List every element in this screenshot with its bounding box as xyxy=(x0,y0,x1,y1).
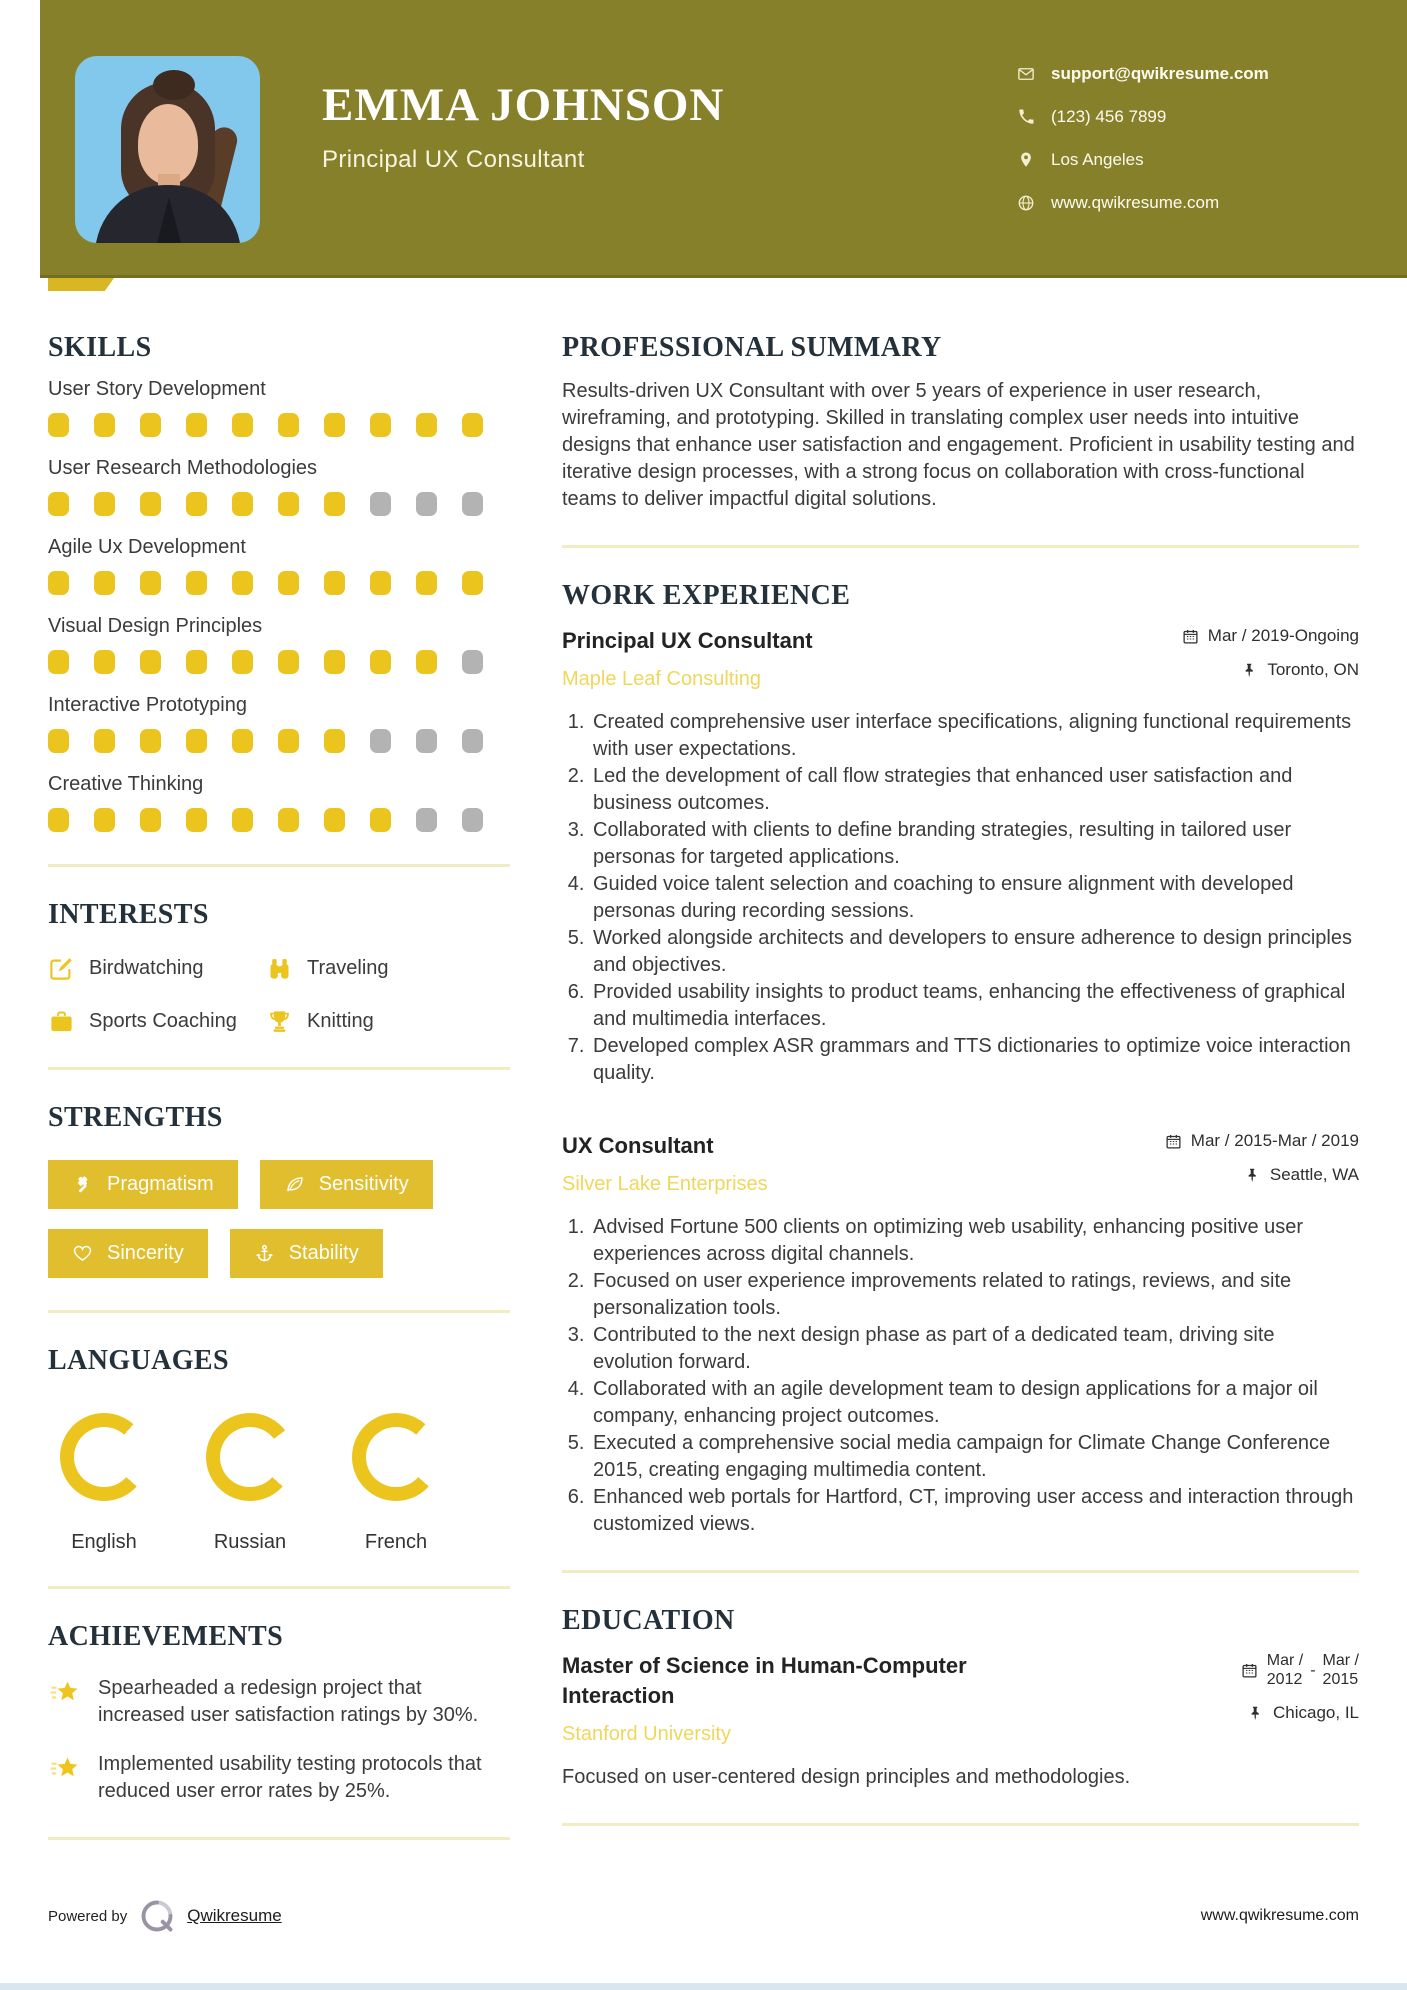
rating-dot-filled xyxy=(370,571,391,595)
rating-dot-filled xyxy=(140,413,161,437)
skill-label: User Research Methodologies xyxy=(48,457,318,479)
rating-dot-filled xyxy=(48,729,69,753)
mail-icon xyxy=(1017,65,1035,83)
location-icon xyxy=(1017,151,1035,169)
achievements-list xyxy=(48,1675,510,1805)
interest-item xyxy=(266,955,510,982)
job-point: 2. Led the development of call flow strategies that enhanced user satisfaction and business outcomes. xyxy=(590,763,1359,817)
job-points xyxy=(562,709,1359,1087)
divider xyxy=(48,1837,510,1840)
strength-tag xyxy=(48,1229,208,1278)
rating-dot-filled xyxy=(324,413,345,437)
rating-dot-filled xyxy=(48,571,69,595)
divider xyxy=(48,864,510,867)
skill-label: Visual Design Principles xyxy=(48,615,263,637)
summary-heading: PROFESSIONAL SUMMARY xyxy=(562,332,942,363)
contact-text: www.qwikresume.com xyxy=(1051,192,1220,212)
achievement-text: Spearheaded a redesign project that increased user satisfaction ratings by 30%. xyxy=(98,1677,479,1726)
rating-dot-filled xyxy=(232,650,253,674)
achievement-item xyxy=(48,1751,510,1805)
rating-dot-filled xyxy=(232,492,253,516)
job-point: 1. Advised Fortune 500 clients on optimizing web usability, enhancing positive user experiences across digital channels. xyxy=(590,1214,1359,1268)
rating-dot-filled xyxy=(140,571,161,595)
briefcase-icon xyxy=(48,1008,75,1035)
rating-dot-filled xyxy=(94,492,115,516)
contact-text: support@qwikresume.com xyxy=(1051,63,1269,83)
heart-icon xyxy=(72,1243,93,1264)
job-point: 7. Developed complex ASR grammars and TTS dictionaries to optimize voice interaction quality. xyxy=(590,1033,1359,1087)
job-company: Maple Leaf Consulting xyxy=(562,668,762,690)
sidebar xyxy=(48,332,510,1872)
rating-dot-filled xyxy=(48,808,69,832)
rating-dot-filled xyxy=(278,650,299,674)
skill-item xyxy=(48,378,510,437)
rating-dot-filled xyxy=(186,650,207,674)
degree-title: Master of Science in Human-Computer Interaction xyxy=(562,1653,967,1708)
job-point: 2. Focused on user experience improvements related to ratings, reviews, and site personalization tools. xyxy=(590,1268,1359,1322)
interest-item xyxy=(48,955,266,982)
star-icon xyxy=(48,1677,82,1711)
rating-dot-filled xyxy=(370,413,391,437)
interests-list xyxy=(48,955,510,1035)
education-heading: EDUCATION xyxy=(562,1605,735,1636)
divider xyxy=(48,1586,510,1589)
rating-dot-filled xyxy=(140,808,161,832)
rating-dot-filled xyxy=(140,650,161,674)
education-entry xyxy=(562,1651,1359,1791)
job-point: 1. Created comprehensive user interface specifications, aligning functional requirements with user expectations. xyxy=(590,709,1359,763)
powered-by-label: Powered by xyxy=(48,1907,128,1925)
leaf-icon xyxy=(284,1174,305,1195)
interests-heading: INTERESTS xyxy=(48,899,209,930)
rating-dot-empty xyxy=(370,492,391,516)
language-progress-ring xyxy=(206,1413,294,1501)
skill-rating xyxy=(48,413,510,437)
rating-dot-filled xyxy=(48,413,69,437)
rating-dot-filled xyxy=(94,571,115,595)
rating-dot-empty xyxy=(462,729,483,753)
rating-dot-filled xyxy=(48,492,69,516)
pushpin-icon xyxy=(1244,1167,1261,1184)
binoculars-icon xyxy=(266,955,293,982)
contact-text: Los Angeles xyxy=(1051,149,1144,169)
interest-label: Sports Coaching xyxy=(89,1010,237,1032)
rating-dot-filled xyxy=(278,571,299,595)
strength-tag xyxy=(260,1160,433,1209)
divider xyxy=(48,1310,510,1313)
rating-dot-empty xyxy=(416,492,437,516)
skill-rating xyxy=(48,729,510,753)
job-dates: Mar / 2019-Ongoing xyxy=(1182,626,1359,646)
footer xyxy=(48,1898,1359,1934)
rating-dot-filled xyxy=(278,729,299,753)
person-title: Principal UX Consultant xyxy=(322,146,585,173)
work-experience-heading: WORK EXPERIENCE xyxy=(562,580,851,611)
rating-dot-filled xyxy=(94,729,115,753)
calendar-icon xyxy=(1165,1133,1182,1150)
interest-label: Traveling xyxy=(307,957,389,979)
phone-icon xyxy=(1017,108,1035,126)
strength-label: Pragmatism xyxy=(107,1173,214,1195)
skill-item xyxy=(48,457,510,516)
interest-item xyxy=(48,1008,266,1035)
rating-dot-empty xyxy=(416,808,437,832)
rating-dot-filled xyxy=(462,571,483,595)
trophy-icon xyxy=(266,1008,293,1035)
anchor-icon xyxy=(254,1243,275,1264)
interest-label: Knitting xyxy=(307,1010,374,1032)
language-label: French xyxy=(364,1531,428,1553)
rating-dot-empty xyxy=(370,729,391,753)
rating-dot-filled xyxy=(140,729,161,753)
divider xyxy=(562,1570,1359,1573)
skill-item xyxy=(48,615,510,674)
language-label: English xyxy=(71,1531,137,1553)
photo-detail xyxy=(153,70,195,100)
calendar-icon xyxy=(1241,1662,1258,1679)
achievement-text: Implemented usability testing protocols that reduced user error rates by 25%. xyxy=(98,1753,482,1802)
skill-item xyxy=(48,536,510,595)
contact-row[interactable] xyxy=(1017,181,1269,224)
bottom-strip xyxy=(0,1983,1407,1990)
profile-photo xyxy=(75,56,260,243)
strength-tag xyxy=(48,1160,238,1209)
globe-icon xyxy=(1017,194,1035,212)
rating-dot-filled xyxy=(94,413,115,437)
skill-label: Agile Ux Development xyxy=(48,536,246,558)
footer-site-link[interactable]: www.qwikresume.com xyxy=(1200,1907,1359,1924)
rating-dot-filled xyxy=(324,808,345,832)
interest-label: Birdwatching xyxy=(89,957,204,979)
rating-dot-filled xyxy=(232,808,253,832)
divider xyxy=(48,1067,510,1070)
rating-dot-filled xyxy=(94,650,115,674)
strength-label: Sincerity xyxy=(107,1242,184,1264)
rating-dot-filled xyxy=(94,808,115,832)
contact-row[interactable] xyxy=(1017,138,1269,181)
job-company: Silver Lake Enterprises xyxy=(562,1173,768,1195)
header xyxy=(40,0,1407,278)
rating-dot-filled xyxy=(140,492,161,516)
rating-dot-filled xyxy=(48,650,69,674)
language-progress-ring xyxy=(352,1413,440,1501)
job-point: 3. Contributed to the next design phase as part of a dedicated team, driving site evolution forward. xyxy=(590,1322,1359,1376)
job-point: 4. Guided voice talent selection and coaching to ensure alignment with developed personas during recording sessions. xyxy=(590,871,1359,925)
skill-label: User Story Development xyxy=(48,378,266,400)
pencil-square-icon xyxy=(48,955,75,982)
languages-heading: LANGUAGES xyxy=(48,1345,229,1376)
job-title: Principal UX Consultant xyxy=(562,628,813,653)
rating-dot-filled xyxy=(186,492,207,516)
rating-dot-filled xyxy=(324,571,345,595)
job-point: 3. Collaborated with clients to define branding strategies, resulting in tailored user personas for targeted applications. xyxy=(590,817,1359,871)
interest-item xyxy=(266,1008,510,1035)
language-progress-ring xyxy=(60,1413,148,1501)
q-logo-icon xyxy=(139,1898,175,1934)
rating-dot-filled xyxy=(324,729,345,753)
strengths-list xyxy=(48,1160,510,1278)
divider xyxy=(562,1823,1359,1826)
rating-dot-empty xyxy=(462,650,483,674)
job-point: 6. Enhanced web portals for Hartford, CT, improving user access and interaction through customized views. xyxy=(590,1484,1359,1538)
photo-detail xyxy=(138,104,198,184)
contact-row[interactable] xyxy=(1017,95,1269,138)
rating-dot-filled xyxy=(232,413,253,437)
language-item xyxy=(60,1413,148,1554)
strength-label: Sensitivity xyxy=(318,1173,409,1195)
rating-dot-filled xyxy=(278,808,299,832)
contact-row[interactable] xyxy=(1017,52,1269,95)
achievements-heading: ACHIEVEMENTS xyxy=(48,1621,284,1652)
rating-dot-empty xyxy=(416,729,437,753)
language-item xyxy=(352,1413,440,1554)
school-name: Stanford University xyxy=(562,1723,731,1745)
education-dates: Mar / 2012 - Mar / 2015 xyxy=(1241,1651,1359,1689)
strengths-heading: STRENGTHS xyxy=(48,1102,223,1133)
skill-rating xyxy=(48,492,510,516)
rating-dot-filled xyxy=(416,413,437,437)
divider xyxy=(562,545,1359,548)
rating-dot-filled xyxy=(278,492,299,516)
skill-item xyxy=(48,694,510,753)
rating-dot-filled xyxy=(186,729,207,753)
person-name: EMMA JOHNSON xyxy=(322,79,725,131)
contact-list xyxy=(1017,52,1269,224)
rating-dot-filled xyxy=(232,729,253,753)
date-dash: - xyxy=(1310,1661,1316,1679)
job-location: Seattle, WA xyxy=(1244,1165,1359,1185)
rating-dot-filled xyxy=(232,571,253,595)
strength-label: Stability xyxy=(288,1242,359,1264)
header-ribbon xyxy=(48,278,114,291)
rating-dot-filled xyxy=(416,650,437,674)
rating-dot-filled xyxy=(186,571,207,595)
rating-dot-filled xyxy=(462,413,483,437)
skill-rating xyxy=(48,571,510,595)
skill-rating xyxy=(48,808,510,832)
contact-text: (123) 456 7899 xyxy=(1051,106,1167,126)
skill-item xyxy=(48,773,510,832)
skills-list xyxy=(48,378,510,832)
rating-dot-filled xyxy=(186,413,207,437)
strength-tag xyxy=(230,1229,383,1278)
skill-label: Creative Thinking xyxy=(48,773,204,795)
education-location: Chicago, IL xyxy=(1247,1703,1359,1723)
job-entry xyxy=(562,1131,1359,1538)
job-title: UX Consultant xyxy=(562,1133,714,1158)
rating-dot-filled xyxy=(416,571,437,595)
rating-dot-filled xyxy=(324,650,345,674)
job-point: 5. Worked alongside architects and developers to ensure adherence to design principles and objectives. xyxy=(590,925,1359,979)
rating-dot-filled xyxy=(186,808,207,832)
rating-dot-filled xyxy=(278,413,299,437)
skill-label: Interactive Prototyping xyxy=(48,694,247,716)
skill-rating xyxy=(48,650,510,674)
language-item xyxy=(206,1413,294,1554)
skills-heading: SKILLS xyxy=(48,332,152,363)
pushpin-icon xyxy=(1241,662,1258,679)
calendar-icon xyxy=(1182,628,1199,645)
job-point: 5. Executed a comprehensive social media campaign for Climate Change Conference 2015, creating engaging multimedia content. xyxy=(590,1430,1359,1484)
jobs-list xyxy=(562,626,1359,1538)
language-label: Russian xyxy=(213,1531,287,1553)
rating-dot-empty xyxy=(462,808,483,832)
summary-text: Results-driven UX Consultant with over 5 years of experience in user research, wireframing, and prototyping. Skilled in translating complex user needs into intuitive designs that enhance user satisfaction and engagement. Proficient in usability testing and iterative design processes, with a strong focus on collaboration with cross-functional teams to deliver impactful digital solutions. xyxy=(562,380,1355,510)
education-note: Focused on user-centered design principles and methodologies. xyxy=(562,1766,1131,1788)
job-point: 4. Collaborated with an agile development team to design applications for a major oil company, enhancing project outcomes. xyxy=(590,1376,1359,1430)
job-point: 6. Provided usability insights to product teams, enhancing the effectiveness of graphical and multimedia interfaces. xyxy=(590,979,1359,1033)
job-dates: Mar / 2015-Mar / 2019 xyxy=(1165,1131,1359,1151)
job-location: Toronto, ON xyxy=(1241,660,1359,680)
rating-dot-empty xyxy=(462,492,483,516)
job-entry xyxy=(562,626,1359,1087)
rating-dot-filled xyxy=(370,650,391,674)
job-points xyxy=(562,1214,1359,1538)
languages-list xyxy=(60,1413,510,1554)
star-icon xyxy=(48,1753,82,1787)
rating-dot-filled xyxy=(370,808,391,832)
main-content xyxy=(562,332,1359,1872)
gavel-icon xyxy=(72,1174,93,1195)
achievement-item xyxy=(48,1675,510,1729)
brand-link[interactable]: Qwikresume xyxy=(187,1906,282,1925)
pushpin-icon xyxy=(1247,1705,1264,1722)
rating-dot-filled xyxy=(324,492,345,516)
